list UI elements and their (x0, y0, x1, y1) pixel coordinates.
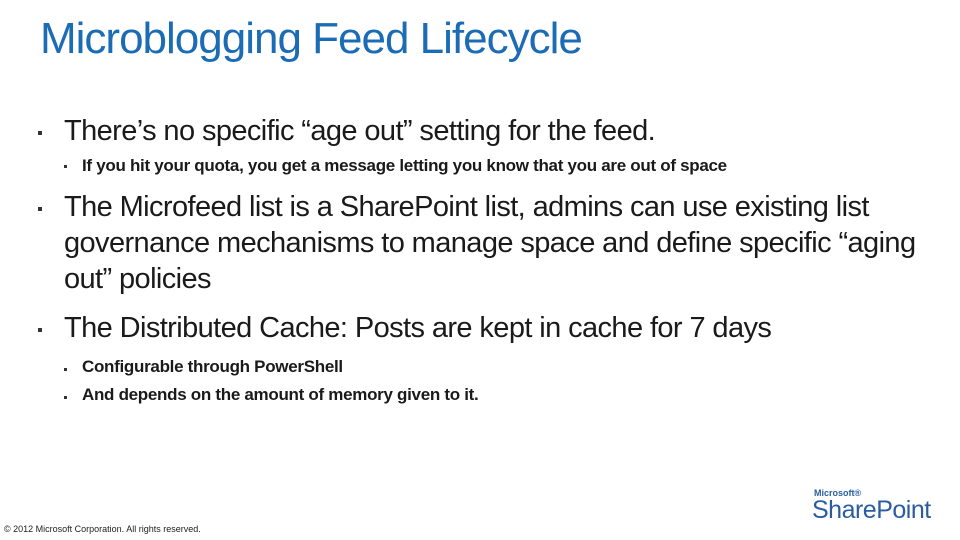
bullet-item: The Distributed Cache: Posts are kept in cache for 7 days (64, 312, 772, 344)
bullet-marker (38, 131, 42, 135)
bullet-marker (38, 207, 42, 211)
bullet-item: The Microfeed list is a SharePoint list, admins can use existing list governance mechanisms to manage space and define specific “aging out” policies (64, 191, 916, 295)
bullet-marker (38, 328, 42, 332)
sharepoint-wordmark: SharePoint (812, 496, 931, 524)
sub-bullet-item: And depends on the amount of memory given to it. (82, 385, 479, 404)
sub-bullet-item: If you hit your quota, you get a message letting you know that you are out of space (82, 156, 727, 175)
sharepoint-logo (812, 488, 942, 528)
copyright-footer: © 2012 Microsoft Corporation. All rights reserved. (4, 524, 201, 534)
microsoft-wordmark: Microsoft® (814, 488, 862, 498)
sub-bullet-marker (64, 396, 67, 399)
bullet-item: There’s no specific “age out” setting for the feed. (64, 115, 656, 147)
sub-bullet-marker (64, 165, 67, 168)
sub-bullet-marker (64, 368, 67, 371)
slide-title: Microblogging Feed Lifecycle (40, 14, 582, 63)
sub-bullet-item: Configurable through PowerShell (82, 357, 343, 376)
